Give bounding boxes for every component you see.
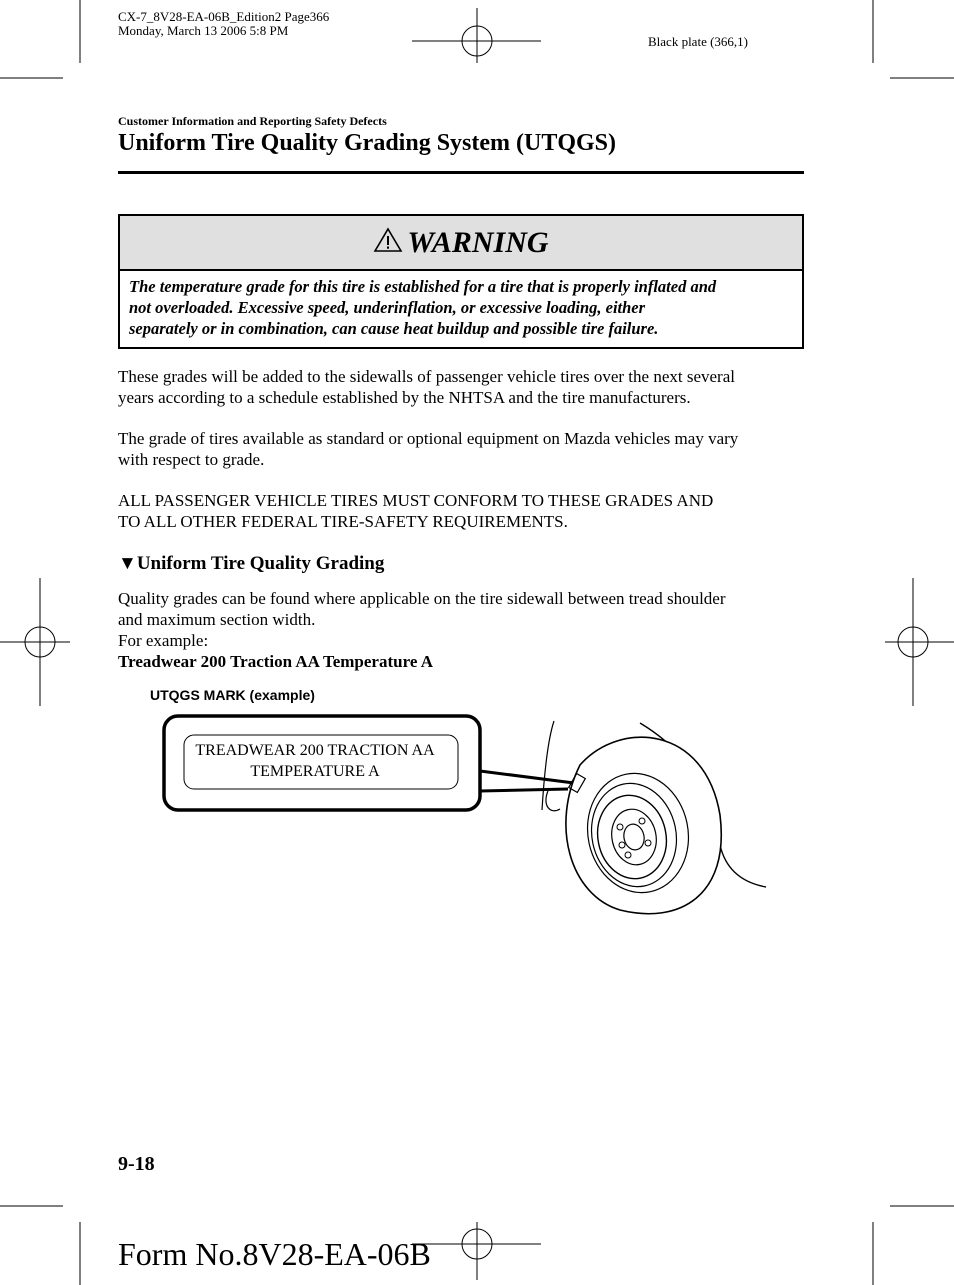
paragraph-line: with respect to grade. (118, 450, 265, 469)
paragraph-line: TO ALL OTHER FEDERAL TIRE-SAFETY REQUIREMENTS. (118, 512, 568, 531)
warning-line: separately or in combination, can cause heat buildup and possible tire failure. (129, 319, 659, 338)
form-number: Form No.8V28-EA-06B (118, 1236, 431, 1272)
triangle-bullet-icon: ▼ (118, 553, 137, 574)
warning-box (118, 214, 804, 349)
paragraph-conform (118, 490, 808, 532)
section-label: Customer Information and Reporting Safety Defects (118, 114, 387, 128)
warning-text (129, 276, 799, 339)
paragraph-grades (118, 366, 808, 408)
paragraph-line: and maximum section width. (118, 610, 316, 629)
page-number: 9-18 (118, 1153, 155, 1175)
page-title: Uniform Tire Quality Grading System (UTQGS) (118, 130, 617, 156)
paragraph-line: For example: (118, 631, 209, 650)
paragraph-line: These grades will be added to the sidewalls of passenger vehicle tires over the next several (118, 367, 735, 386)
utqgs-mark-line1: TREADWEAR 200 TRACTION AA (195, 742, 435, 759)
subsection-title: Uniform Tire Quality Grading (136, 553, 385, 574)
warning-title: WARNING (407, 226, 549, 259)
subsection-heading (118, 553, 384, 575)
plate-label: Black plate (366,1) (648, 34, 748, 49)
paragraph-availability (118, 428, 808, 470)
paragraph-line: ALL PASSENGER VEHICLE TIRES MUST CONFORM TO THESE GRADES AND (118, 491, 714, 510)
utqgs-mark-label (185, 740, 445, 782)
print-header-line1: CX-7_8V28-EA-06B_Edition2 Page366 (118, 9, 330, 24)
warning-line: not overloaded. Excessive speed, underinflation, or excessive loading, either (129, 298, 646, 317)
utqgs-mark-line2: TEMPERATURE A (250, 763, 380, 780)
figure-caption: UTQGS MARK (example) (150, 687, 315, 703)
warning-header (120, 216, 802, 271)
example-grade-text: Treadwear 200 Traction AA Temperature A (118, 652, 433, 671)
print-header-job (118, 10, 329, 38)
print-header-line2: Monday, March 13 2006 5:8 PM (118, 23, 289, 38)
warning-triangle-icon (373, 227, 403, 258)
paragraph-line: years according to a schedule established by the NHTSA and the tire manufacturers. (118, 388, 691, 407)
paragraph-line: The grade of tires available as standard or optional equipment on Mazda vehicles may vary (118, 429, 739, 448)
paragraph-quality-grades (118, 588, 808, 672)
tire-illustration (150, 705, 790, 925)
warning-line: The temperature grade for this tire is established for a tire that is properly inflated and (129, 277, 717, 296)
title-rule (118, 171, 804, 174)
paragraph-line: Quality grades can be found where applicable on the tire sidewall between tread shoulder (118, 589, 726, 608)
